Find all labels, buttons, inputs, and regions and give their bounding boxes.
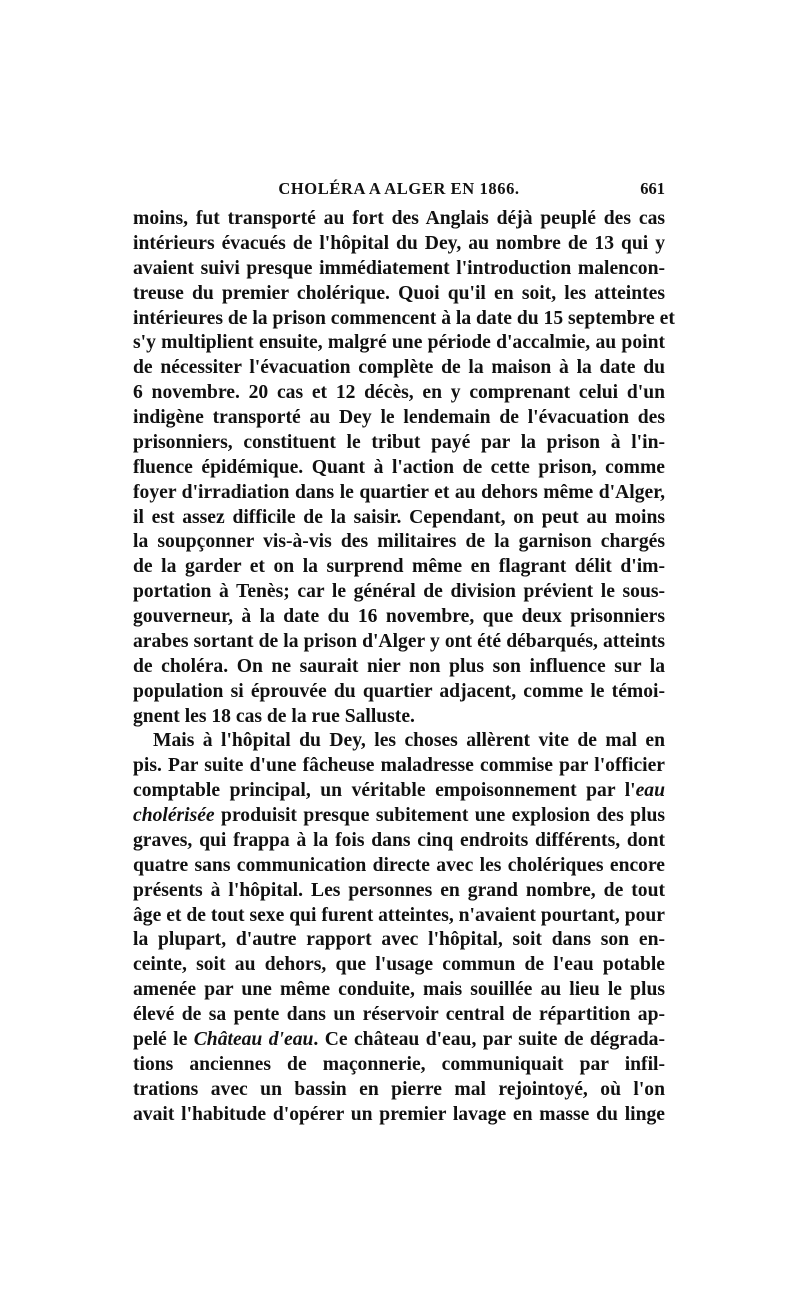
text-line (133, 854, 665, 879)
text-line (133, 431, 665, 456)
text-line (133, 779, 665, 804)
text-run: portation à Tenès; car le général de division prévient le sous- (133, 581, 665, 603)
text-run: indigène transporté au Dey le lendemain de l'évacuation des (133, 407, 665, 428)
text-line (133, 804, 665, 829)
text-line (133, 506, 665, 531)
page-number: 661 (640, 179, 665, 198)
italic-run: Château d'eau (193, 1028, 314, 1050)
text-run: graves, qui frappa à la fois dans cinq endroits différents, dont (133, 829, 665, 851)
text-line (133, 655, 665, 680)
text-line (133, 307, 675, 332)
text-line (133, 232, 665, 257)
text-run: gouverneur, à la date du 16 novembre, que deux prisonniers (133, 606, 665, 627)
text-line (133, 928, 665, 953)
text-line (133, 953, 665, 978)
text-line (133, 680, 665, 705)
text-run: intérieurs évacués de l'hôpital du Dey, au nombre de 13 qui y (133, 232, 665, 254)
body-text (133, 207, 675, 1127)
text-run: treuse du premier cholérique. Quoi qu'il en soit, les atteintes (133, 282, 665, 304)
italic-run: eau (635, 780, 665, 802)
text-run: quatre sans communication directe avec les cholériques encore (133, 854, 665, 876)
text-run: la plupart, d'autre rapport avec l'hôpital, soit dans son en- (133, 929, 665, 951)
text-line (133, 530, 665, 555)
text-run: de choléra. On ne saurait nier non plus son influence sur la (133, 655, 665, 677)
text-run: fluence épidémique. Quant à l'action de cette prison, comme (133, 456, 665, 478)
text-run: amenée par une même conduite, mais souillée au lieu le plus (133, 979, 665, 1001)
text-line (133, 282, 665, 307)
running-head (133, 176, 665, 202)
text-run: s'y multiplient ensuite, malgré une période d'accalmie, au point (133, 332, 665, 354)
text-line (133, 1028, 665, 1053)
text-run: de la garder et on la surprend même en flagrant délit d'im- (133, 556, 665, 578)
text-run: ceinte, soit au dehors, que l'usage commun de l'eau potable (133, 954, 665, 976)
text-line (133, 331, 665, 356)
text-line (133, 904, 665, 929)
text-run: tions anciennes de maçonnerie, communiquait par infil- (133, 1053, 665, 1075)
text-run: population si éprouvée du quartier adjacent, comme le témoi- (133, 680, 665, 702)
text-line (133, 1053, 665, 1078)
text-run: présents à l'hôpital. Les personnes en grand nombre, de tout (133, 879, 665, 901)
text-line (133, 630, 665, 655)
text-line (133, 257, 665, 282)
text-line (133, 1003, 665, 1028)
text-line (133, 605, 665, 630)
text-line (133, 481, 665, 506)
text-run: . Ce château d'eau, par suite de dégrada- (313, 1028, 665, 1050)
paragraph-2 (133, 729, 665, 1127)
text-run: avaient suivi presque immédiatement l'introduction malencon- (133, 257, 665, 279)
text-line (133, 406, 665, 431)
text-line (133, 829, 665, 854)
text-run: gnent les 18 cas de la rue Salluste. (133, 705, 415, 727)
text-run: arabes sortant de la prison d'Alger y ont été débarqués, atteints (133, 630, 665, 652)
text-line (133, 456, 665, 481)
text-run: trations avec un bassin en pierre mal rejointoyé, où l'on (133, 1078, 665, 1100)
text-run: pelé le (133, 1028, 194, 1050)
paragraph-1 (133, 207, 675, 729)
text-run: il est assez difficile de la saisir. Cependant, on peut au moins (133, 506, 665, 528)
text-run: foyer d'irradiation dans le quartier et au dehors même d'Alger, (133, 481, 665, 503)
text-run: produisit presque subitement une explosion des plus (214, 805, 665, 826)
text-line (133, 705, 665, 730)
text-run: âge et de tout sexe qui furent atteintes, n'avaient pourtant, pour (133, 904, 665, 926)
text-run: intérieures de la prison commencent à la date du 15 septembre et (133, 307, 675, 329)
running-title: CHOLÉRA A ALGER EN 1866. (278, 179, 520, 198)
text-line (133, 580, 665, 605)
text-run: avait l'habitude d'opérer un premier lavage en masse du linge (133, 1103, 665, 1125)
text-run: pis. Par suite d'une fâcheuse maladresse commise par l'officier (133, 755, 665, 777)
text-line (133, 555, 665, 580)
text-run: moins, fut transporté au fort des Anglais déjà peuplé des cas (133, 208, 665, 229)
text-run: de nécessiter l'évacuation complète de la maison à la date du (133, 357, 665, 379)
text-run: prisonniers, constituent le tribut payé par la prison à l'in- (133, 431, 665, 453)
text-line (133, 1103, 665, 1128)
text-line (133, 356, 665, 381)
italic-run: cholérisée (133, 805, 215, 826)
text-line (133, 381, 665, 406)
text-line (133, 754, 665, 779)
text-line (133, 1078, 665, 1103)
text-run: élevé de sa pente dans un réservoir central de répartition ap- (133, 1004, 665, 1025)
text-run: comptable principal, un véritable empoisonnement par l' (133, 780, 636, 802)
text-line (133, 729, 665, 754)
text-line (133, 879, 665, 904)
text-line (133, 978, 665, 1003)
text-run: Mais à l'hôpital du Dey, les choses allèrent vite de mal en (153, 730, 665, 752)
text-run: 6 novembre. 20 cas et 12 décès, en y comprenant celui d'un (133, 382, 665, 404)
text-run: la soupçonner vis-à-vis des militaires de la garnison chargés (133, 531, 665, 553)
text-line (133, 207, 665, 232)
